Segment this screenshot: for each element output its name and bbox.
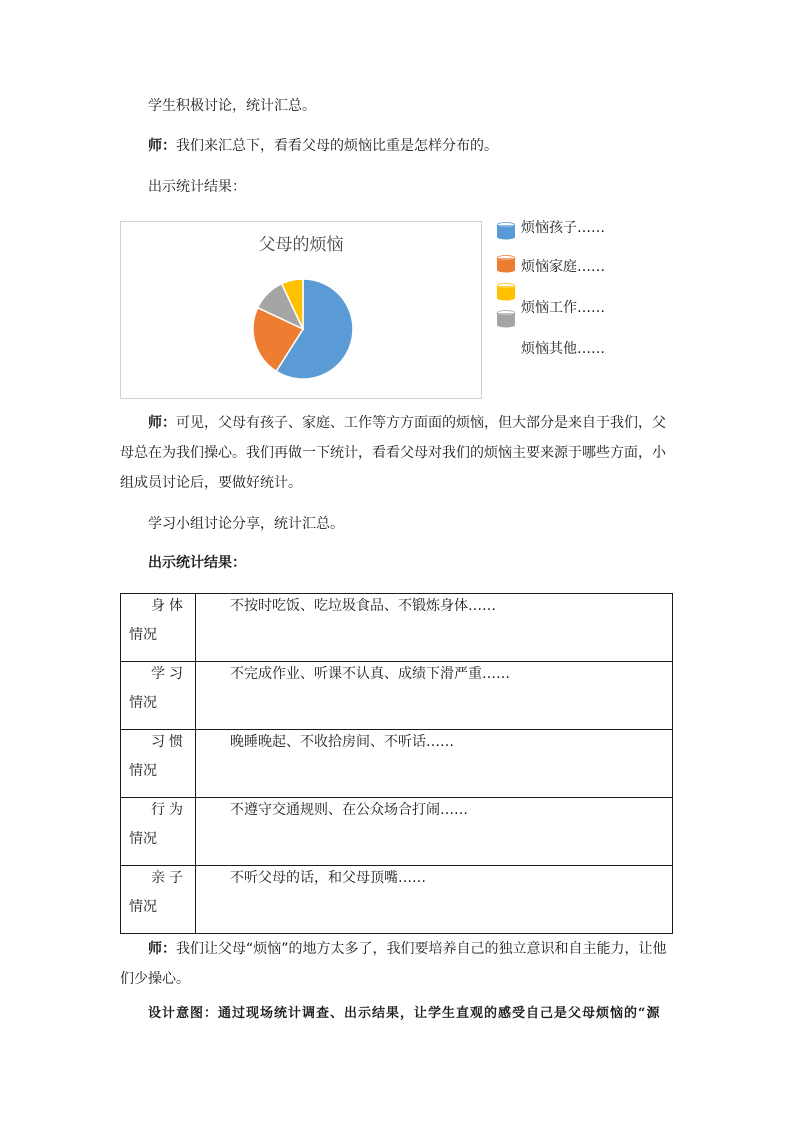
design-intent: 设计意图：通过现场统计调查、出示结果，让学生直观的感受自己是父母烦恼的“源 (148, 1006, 661, 1021)
category-bottom: 情况 (129, 763, 157, 779)
stats-table (120, 593, 673, 934)
category-cell (121, 798, 196, 866)
category-cell (121, 866, 196, 934)
legend-label-family: 烦恼家庭…… (521, 259, 605, 275)
group-share-line: 学习小组讨论分享，统计汇总。 (148, 516, 344, 532)
category-bottom: 情况 (129, 831, 157, 847)
pie-chart (120, 221, 482, 399)
category-cell (121, 730, 196, 798)
description-text: 不按时吃饭、吃垃圾食品、不锻炼身体…… (230, 598, 496, 614)
description-cell (196, 730, 673, 798)
teacher-line-1-text: 我们来汇总下，看看父母的烦恼比重是怎样分布的。 (176, 138, 498, 154)
table-row (121, 866, 673, 934)
category-bottom: 情况 (129, 695, 157, 711)
category-top: 行为 (151, 802, 187, 818)
category-bottom: 情况 (129, 627, 157, 643)
description-text: 不听父母的话，和父母顶嘴…… (230, 870, 426, 886)
description-text: 晚睡晚起、不收拾房间、不听话…… (230, 734, 454, 750)
speaker-label: 师： (148, 415, 176, 431)
legend-icon-other (496, 310, 516, 328)
teacher-paragraph-3 (120, 934, 676, 994)
pie-svg (121, 222, 481, 398)
teacher-line-1 (148, 136, 498, 156)
teacher-paragraph-2 (120, 408, 676, 498)
legend-icon-children (496, 222, 516, 240)
teacher-paragraph-3-text: 我们让父母“烦恼”的地方太多了，我们要培养自己的独立意识和自主能力，让他们少操心。 (120, 941, 667, 987)
show-results-1: 出示统计结果： (148, 179, 246, 195)
category-cell (121, 662, 196, 730)
table-row (121, 594, 673, 662)
category-top: 亲子 (151, 870, 187, 886)
speaker-label: 师： (148, 138, 176, 154)
legend-label-other: 烦恼其他…… (521, 341, 605, 357)
category-top: 学习 (151, 666, 187, 682)
table-row (121, 798, 673, 866)
legend-icon-family (496, 255, 516, 273)
description-cell (196, 866, 673, 934)
category-cell (121, 594, 196, 662)
legend-label-children: 烦恼孩子…… (521, 220, 605, 236)
description-cell (196, 594, 673, 662)
chart-title: 父母的烦恼 (258, 235, 344, 255)
category-top: 身体 (151, 598, 187, 614)
show-results-2: 出示统计结果： (148, 555, 246, 571)
intro-line: 学生积极讨论，统计汇总。 (148, 98, 316, 114)
legend-icon-work (496, 283, 516, 301)
description-text: 不遵守交通规则、在公众场合打闹…… (230, 802, 468, 818)
category-top: 习惯 (151, 734, 187, 750)
description-text: 不完成作业、听课不认真、成绩下滑严重…… (230, 666, 510, 682)
table-row (121, 662, 673, 730)
table-row (121, 730, 673, 798)
legend-label-work: 烦恼工作…… (521, 300, 605, 316)
category-bottom: 情况 (129, 899, 157, 915)
teacher-paragraph-2-text: 可见，父母有孩子、家庭、工作等方方面面的烦恼，但大部分是来自于我们，父母总在为我们操心。我们再做一下统计，看看父母对我们的烦恼主要来源于哪些方面，小组成员讨论后，要做好统计。 (120, 415, 666, 491)
description-cell (196, 662, 673, 730)
description-cell (196, 798, 673, 866)
speaker-label: 师： (148, 941, 176, 957)
